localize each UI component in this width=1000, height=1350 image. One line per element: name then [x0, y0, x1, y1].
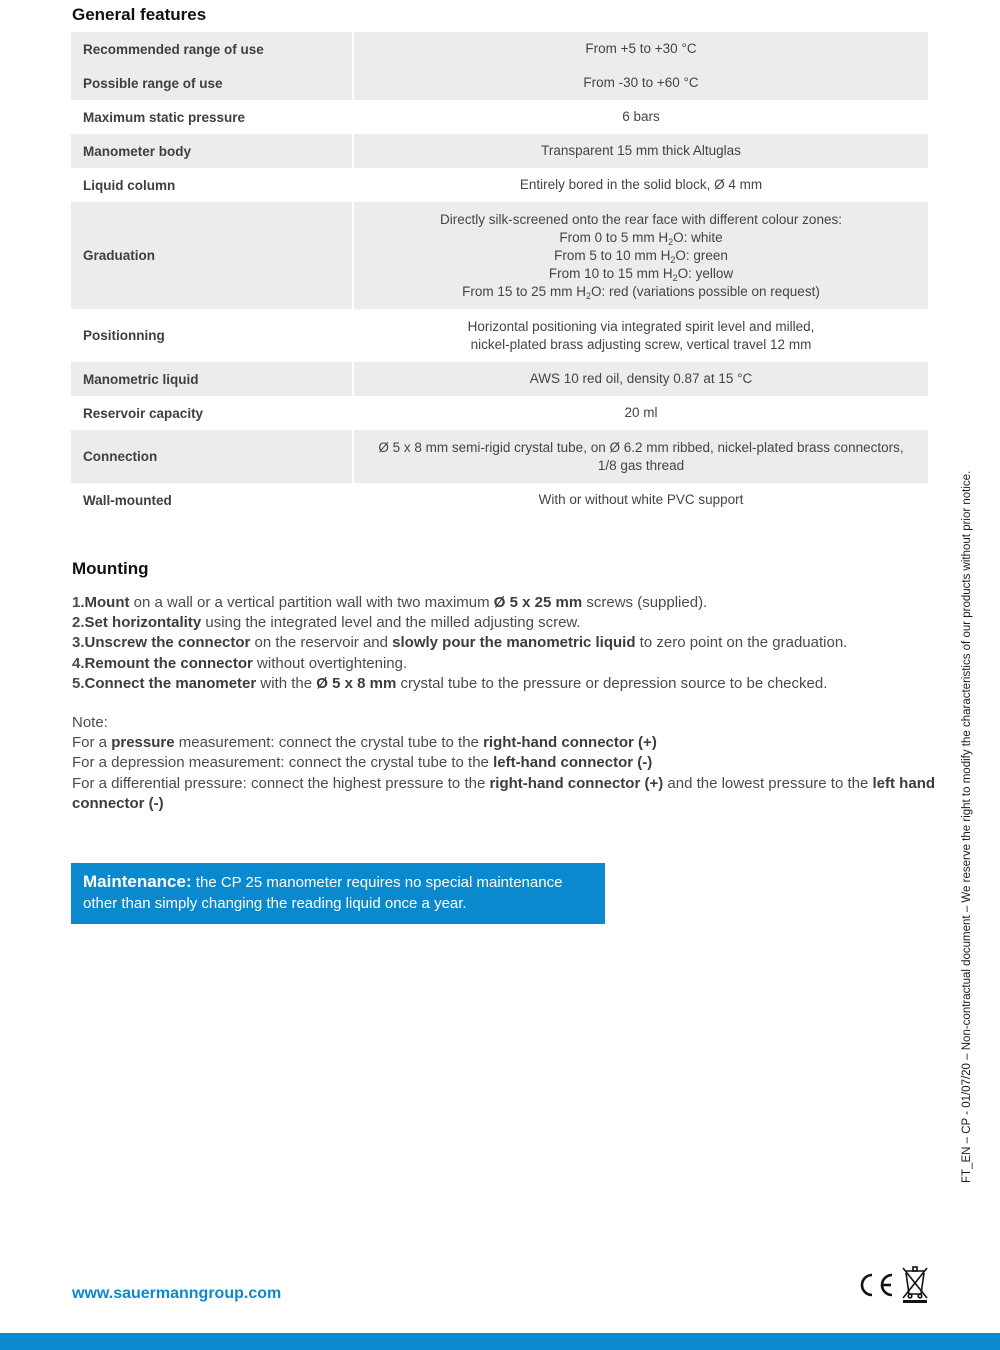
side-disclaimer: FT_EN – CP - 01/07/20 – Non-contractual document – We reserve the right to modify the characteristics of our products without prior notice. [961, 470, 973, 1183]
website-link[interactable]: www.sauermanngroup.com [72, 1285, 282, 1302]
list-item: 2.Set horizontality using the integrated level and the milled adjusting screw. [72, 614, 581, 632]
row-label: Graduation [71, 202, 353, 309]
maintenance-text: the CP 25 manometer requires no special maintenance other than simply changing the reading liquid once a year. [83, 874, 563, 912]
row-value: From -30 to +60 °C [353, 66, 928, 100]
mounting-heading: Mounting [72, 559, 149, 578]
row-value: Ø 5 x 8 mm semi-rigid crystal tube, on Ø 6.2 mm ribbed, nickel-plated brass connectors, 1/8 gas thread [353, 430, 928, 483]
row-value [353, 202, 928, 309]
general-features-table [71, 32, 928, 517]
row-value: Horizontal positioning via integrated spirit level and milled, nickel-plated brass adjusting screw, vertical travel 12 mm [353, 309, 928, 362]
row-label: Positionning [71, 309, 353, 362]
row-value: From +5 to +30 °C [353, 32, 928, 66]
row-value: Transparent 15 mm thick Altuglas [353, 134, 928, 168]
graduation-zone-green: From 5 to 10 mm $H_2O$: green [554, 247, 728, 265]
maintenance-box [71, 863, 605, 924]
weee-bin-icon [903, 1267, 927, 1303]
row-label: Manometric liquid [71, 362, 353, 396]
list-item: 5.Connect the manometer with the Ø 5 x 8 mm crystal tube to the pressure or depression source to be checked. [72, 674, 828, 692]
table-row [71, 32, 928, 66]
table-row [71, 134, 928, 168]
table-row [71, 396, 928, 430]
row-value: 6 bars [353, 100, 928, 134]
table-row [71, 100, 928, 134]
note-block [72, 713, 942, 814]
row-label: Wall-mounted [71, 483, 353, 517]
table-row [71, 168, 928, 202]
row-label: Possible range of use [71, 66, 353, 100]
row-label: Connection [71, 430, 353, 483]
row-label: Liquid column [71, 168, 353, 202]
table-row [71, 362, 928, 396]
note-line: For a pressure measurement: connect the crystal tube to the right-hand connector (+) [72, 734, 657, 752]
table-row [71, 483, 928, 517]
ce-mark-icon [862, 1275, 892, 1295]
graduation-zone-white: From 0 to 5 mm $H_2O$: white [559, 229, 723, 247]
graduation-zone-yellow: From 10 to 15 mm $H_2O$: yellow [548, 265, 734, 283]
graduation-zone-red: From 15 to 25 mm $H_2O$: red (variations possible on request) [462, 283, 820, 301]
table-row [71, 430, 928, 483]
footer-accent-bar [0, 1333, 1000, 1350]
general-features-heading: General features [72, 5, 207, 24]
table-row [71, 66, 928, 100]
graduation-intro: Directly silk-screened onto the rear face with different colour zones: [440, 211, 842, 227]
row-label: Recommended range of use [71, 32, 353, 66]
row-value: AWS 10 red oil, density 0.87 at 15 °C [353, 362, 928, 396]
row-value: Entirely bored in the solid block, Ø 4 mm [353, 168, 928, 202]
row-label: Maximum static pressure [71, 100, 353, 134]
note-line: For a depression measurement: connect the crystal tube to the left-hand connector (-) [72, 754, 653, 772]
certification-marks [858, 1264, 930, 1304]
table-row [71, 309, 928, 362]
row-value: 20 ml [353, 396, 928, 430]
list-item: 3.Unscrew the connector on the reservoir and slowly pour the manometric liquid to zero point on the graduation. [72, 634, 848, 652]
row-value: With or without white PVC support [353, 483, 928, 517]
row-label: Manometer body [71, 134, 353, 168]
table-row [71, 202, 928, 309]
row-label: Reservoir capacity [71, 396, 353, 430]
maintenance-label: Maintenance: [83, 872, 192, 891]
note-line: For a differential pressure: connect the highest pressure to the right-hand connector (+) and the lowest pressure to the left hand connector (-) [72, 774, 936, 812]
list-item: 1.Mount on a wall or a vertical partition wall with two maximum Ø 5 x 25 mm screws (supplied). [72, 594, 708, 611]
mounting-steps [72, 593, 942, 694]
list-item: 4.Remount the connector without overtightening. [72, 654, 408, 672]
note-heading: Note: [72, 714, 108, 731]
